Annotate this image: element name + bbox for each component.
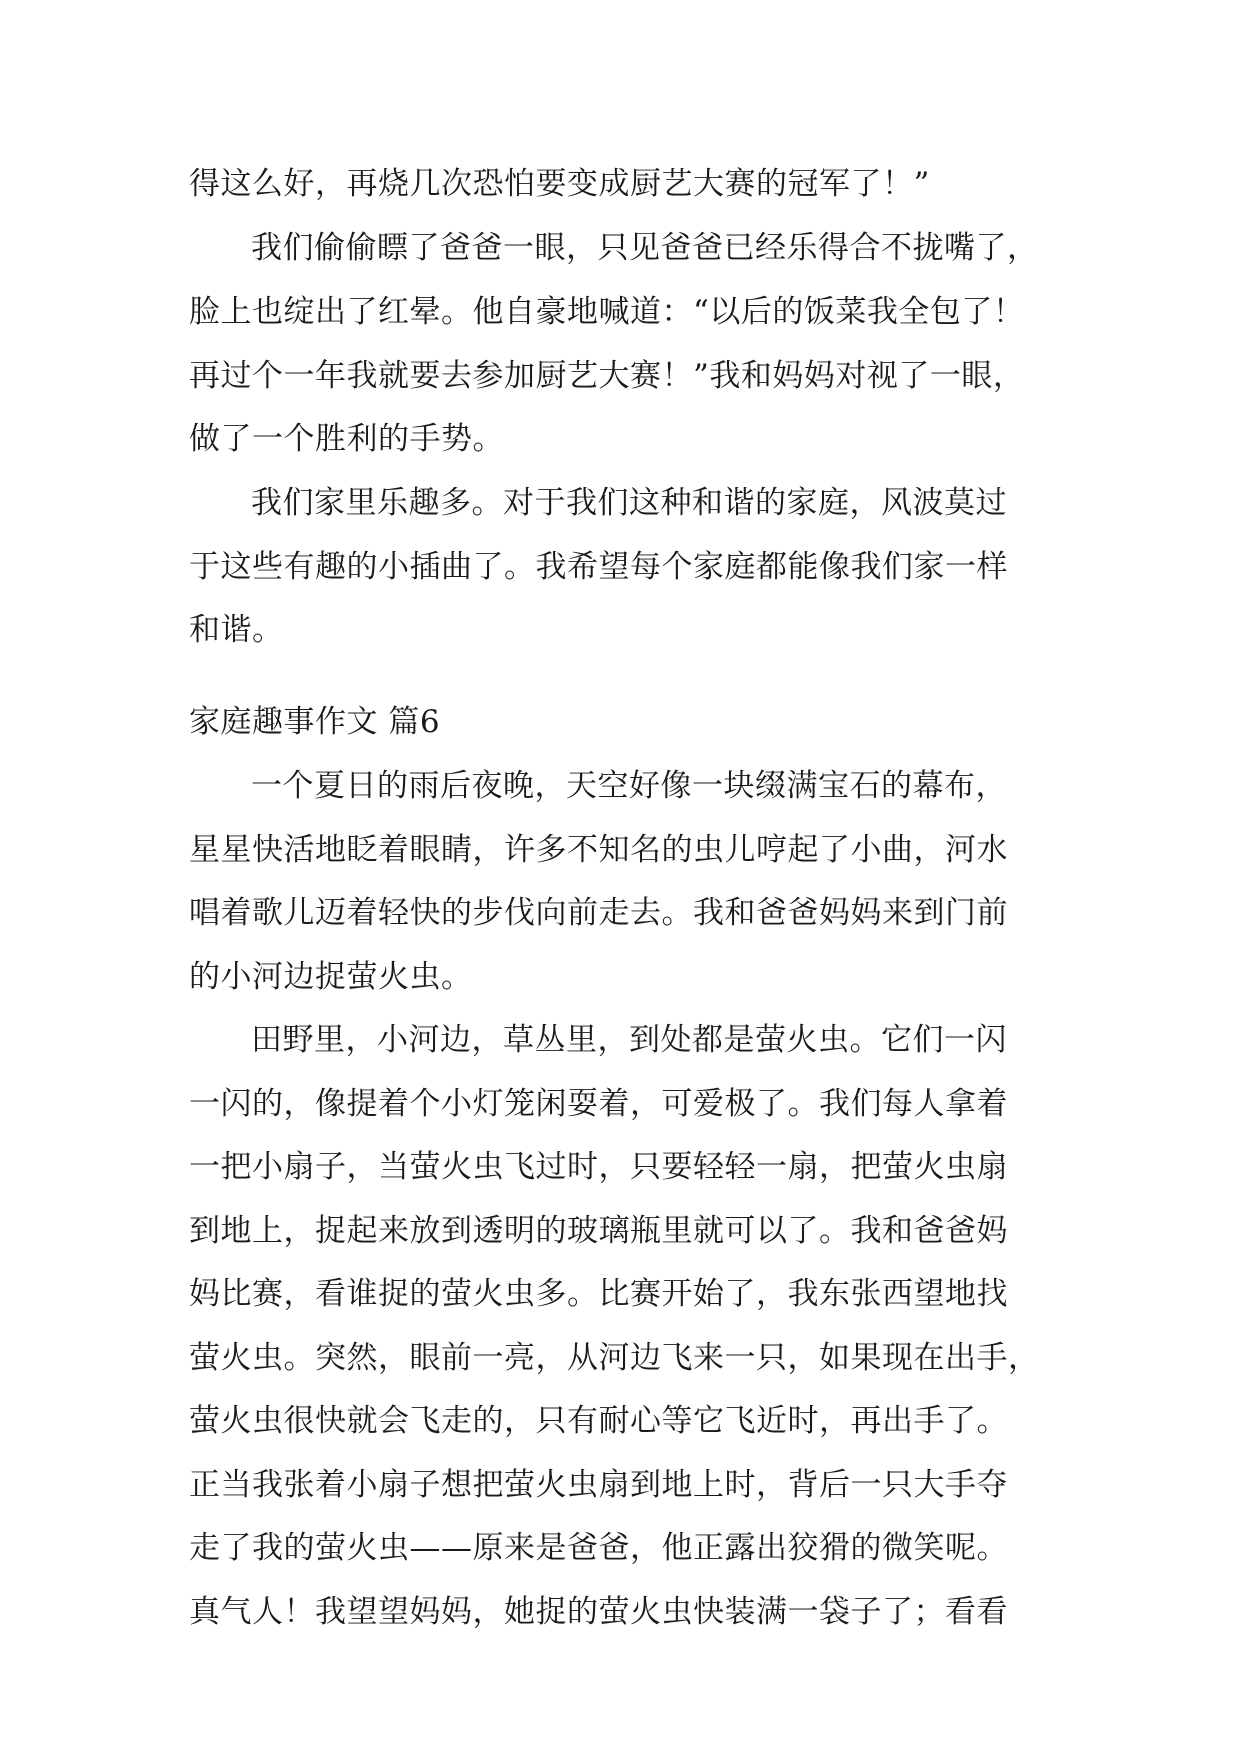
text-line: 妈比赛，看谁捉的萤火虫多。比赛开始了，我东张西望地找 bbox=[189, 1276, 1008, 1312]
text-line: 星星快活地眨着眼睛，许多不知名的虫儿哼起了小曲，河水 bbox=[189, 832, 1008, 868]
paragraph-start-line: 田野里，小河边，草丛里，到处都是萤火虫。它们一闪 bbox=[251, 1022, 1007, 1058]
text-line: 做了一个胜利的手势。 bbox=[189, 421, 504, 457]
text-line: 于这些有趣的小插曲了。我希望每个家庭都能像我们家一样 bbox=[189, 549, 1008, 585]
text-line: 得这么好，再烧几次恐怕要变成厨艺大赛的冠军了！” bbox=[189, 166, 930, 202]
text-line: 一把小扇子，当萤火虫飞过时，只要轻轻一扇，把萤火虫扇 bbox=[189, 1149, 1008, 1185]
text-line: 到地上，捉起来放到透明的玻璃瓶里就可以了。我和爸爸妈 bbox=[189, 1213, 1008, 1249]
text-line: 和谐。 bbox=[189, 612, 284, 648]
text-line: 真气人！我望望妈妈，她捉的萤火虫快装满一袋子了；看看 bbox=[189, 1594, 1008, 1630]
text-line: 唱着歌儿迈着轻快的步伐向前走去。我和爸爸妈妈来到门前 bbox=[189, 895, 1008, 931]
paragraph-start-line: 我们偷偷瞟了爸爸一眼，只见爸爸已经乐得合不拢嘴了， bbox=[251, 230, 1039, 266]
text-line: 再过个一年我就要去参加厨艺大赛！”我和妈妈对视了一眼， bbox=[189, 358, 1025, 394]
section-heading: 家庭趣事作文 篇6 bbox=[189, 704, 441, 740]
text-line: 一闪的，像提着个小灯笼闲耍着，可爱极了。我们每人拿着 bbox=[189, 1086, 1008, 1122]
paragraph-start-line: 我们家里乐趣多。对于我们这种和谐的家庭，风波莫过 bbox=[251, 485, 1007, 521]
text-line: 走了我的萤火虫——原来是爸爸，他正露出狡猾的微笑呢。 bbox=[189, 1530, 1008, 1566]
text-line: 脸上也绽出了红晕。他自豪地喊道：“以后的饭菜我全包了！ bbox=[189, 294, 1025, 330]
text-line: 萤火虫很快就会飞走的，只有耐心等它飞近时，再出手了。 bbox=[189, 1403, 1008, 1439]
text-line: 萤火虫。突然，眼前一亮，从河边飞来一只，如果现在出手， bbox=[189, 1340, 1040, 1376]
text-line: 的小河边捉萤火虫。 bbox=[189, 959, 473, 995]
paragraph-start-line: 一个夏日的雨后夜晚，天空好像一块缀满宝石的幕布， bbox=[251, 768, 1007, 804]
text-line: 正当我张着小扇子想把萤火虫扇到地上时，背后一只大手夺 bbox=[189, 1467, 1008, 1503]
